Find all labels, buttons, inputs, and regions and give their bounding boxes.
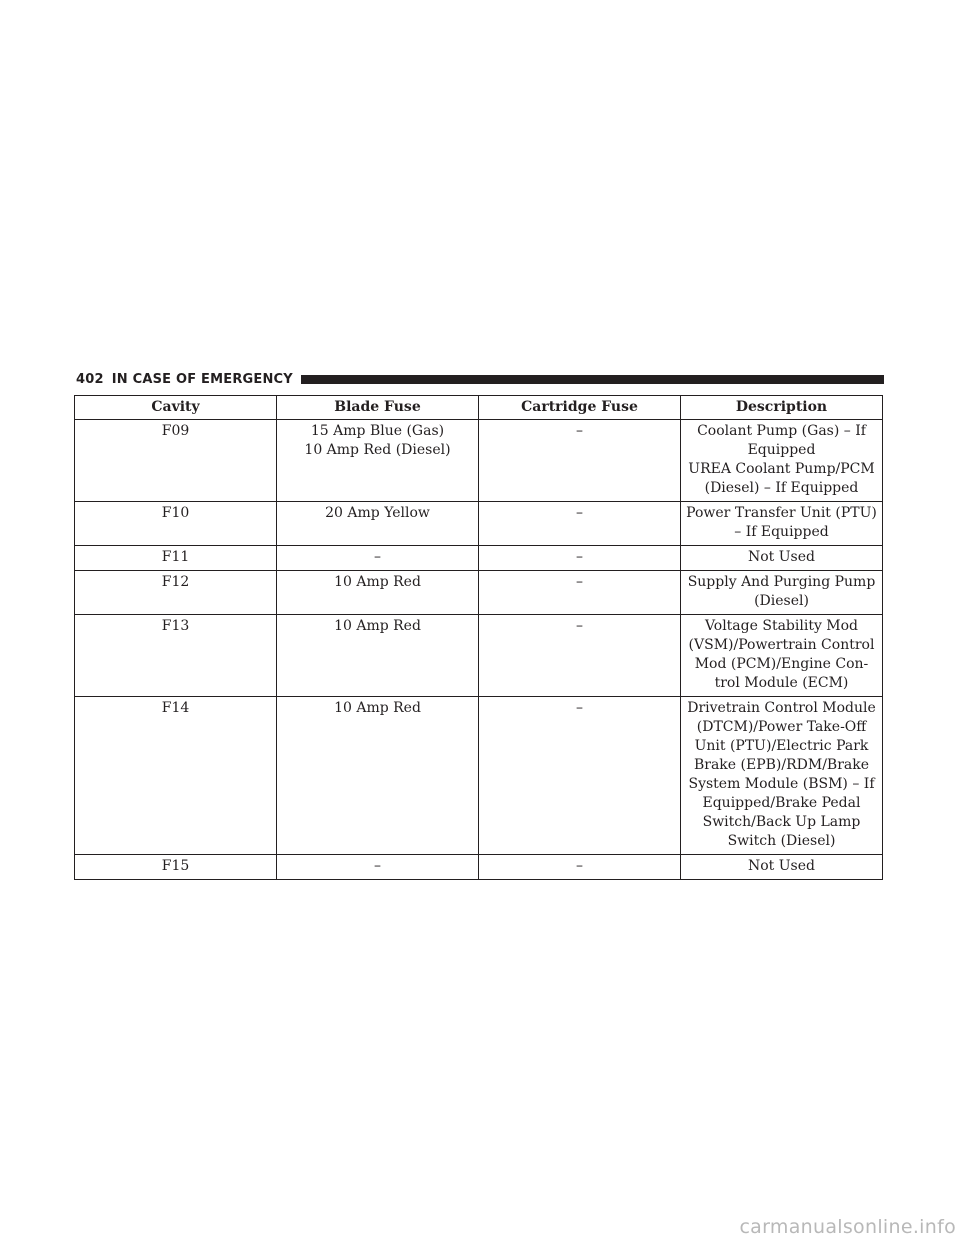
cavity-cell: F09: [75, 420, 277, 502]
description-cell: Not Used: [681, 855, 883, 880]
cartridge-fuse-cell: –: [479, 697, 681, 855]
blade-fuse-cell: 20 Amp Yellow: [277, 502, 479, 546]
section-title: IN CASE OF EMERGENCY: [111, 371, 293, 387]
blade-fuse-cell: 15 Amp Blue (Gas) 10 Amp Red (Diesel): [277, 420, 479, 502]
blade-fuse-cell: 10 Amp Red: [277, 697, 479, 855]
table-row: [75, 502, 883, 546]
cartridge-fuse-cell: –: [479, 502, 681, 546]
fuse-table: [74, 395, 883, 880]
cartridge-fuse-cell: –: [479, 546, 681, 571]
blade-fuse-cell: –: [277, 546, 479, 571]
column-header-cartridge-fuse: Cartridge Fuse: [479, 396, 681, 420]
description-cell: Not Used: [681, 546, 883, 571]
table-row: [75, 697, 883, 855]
cavity-cell: F13: [75, 615, 277, 697]
cartridge-fuse-cell: –: [479, 420, 681, 502]
table-row: [75, 615, 883, 697]
header-rule: [301, 375, 884, 384]
cavity-cell: F11: [75, 546, 277, 571]
cartridge-fuse-cell: –: [479, 571, 681, 615]
blade-fuse-cell: 10 Amp Red: [277, 615, 479, 697]
column-header-description: Description: [681, 396, 883, 420]
blade-fuse-cell: 10 Amp Red: [277, 571, 479, 615]
cartridge-fuse-cell: –: [479, 855, 681, 880]
description-cell: Coolant Pump (Gas) – If Equipped UREA Coolant Pump/PCM (Diesel) – If Equipped: [681, 420, 883, 502]
table-row: [75, 546, 883, 571]
table-row: [75, 571, 883, 615]
table-header-row: [75, 396, 883, 420]
description-cell: Voltage Stability Mod (VSM)/Powertrain Control Mod (PCM)/Engine Con- trol Module (ECM): [681, 615, 883, 697]
column-header-blade-fuse: Blade Fuse: [277, 396, 479, 420]
page-number: 402: [76, 371, 104, 387]
description-cell: Supply And Purging Pump (Diesel): [681, 571, 883, 615]
blade-fuse-cell: –: [277, 855, 479, 880]
watermark: carmanualsonline.info: [739, 1216, 956, 1238]
cavity-cell: F14: [75, 697, 277, 855]
description-cell: Drivetrain Control Module (DTCM)/Power Take-Off Unit (PTU)/Electric Park Brake (EPB)/RDM/Brake System Module (BSM) – If Equipped/Brake Pedal Switch/Back Up Lamp Switch (Diesel): [681, 697, 883, 855]
cavity-cell: F12: [75, 571, 277, 615]
description-cell: Power Transfer Unit (PTU) – If Equipped: [681, 502, 883, 546]
column-header-cavity: Cavity: [75, 396, 277, 420]
table-row: [75, 420, 883, 502]
cavity-cell: F10: [75, 502, 277, 546]
cavity-cell: F15: [75, 855, 277, 880]
page-header: [76, 368, 884, 390]
table-row: [75, 855, 883, 880]
cartridge-fuse-cell: –: [479, 615, 681, 697]
